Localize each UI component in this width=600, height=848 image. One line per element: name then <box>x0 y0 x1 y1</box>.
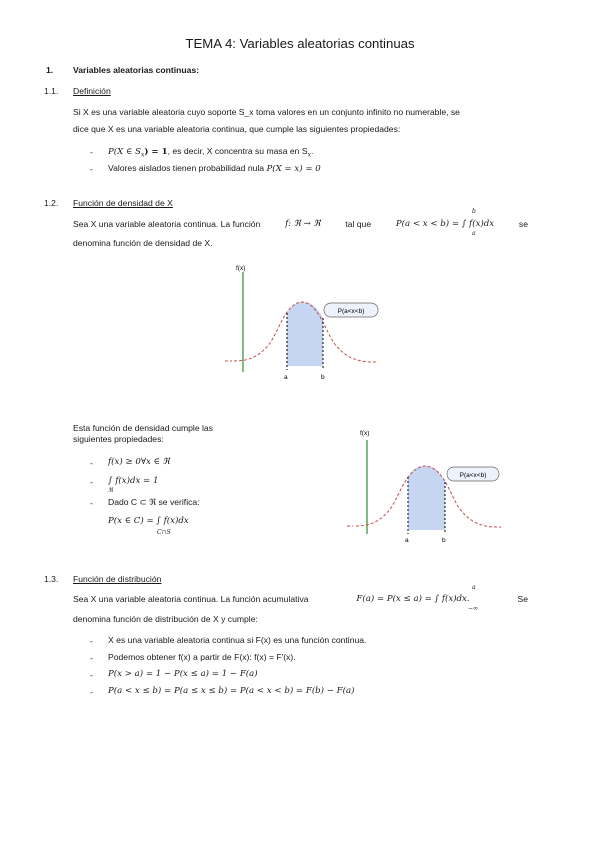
bullet-dash: - <box>90 653 93 663</box>
integral-lower-limit-r: ℜ <box>108 487 113 494</box>
density-figure-2 <box>343 426 503 546</box>
density-figure-1 <box>220 258 380 386</box>
section-1-3-title: Función de distribución <box>73 574 162 584</box>
definition-line-1: Si X es una variable aleatoria cuyo soporte S_x toma valores en un conjunto infinito no numerable, se <box>73 107 460 117</box>
density-definition-line-2: denomina función de densidad de X. <box>73 238 213 248</box>
label-a: a <box>405 537 409 544</box>
bullet-dash: - <box>90 670 93 680</box>
property-support-mass: P(X ∈ $S_x) = 1$, es decir, X concentra su masa en $S_x$. <box>108 146 314 159</box>
label-b: b <box>321 374 325 381</box>
bullet-dash: - <box>90 458 93 468</box>
bullet-dash: - <box>90 477 93 487</box>
properties-intro: Esta función de densidad cumple las siguientes propiedades: <box>73 423 213 444</box>
shaded-area <box>408 466 445 530</box>
definition-line-2: dice que X es una variable aleatoria continua, que cumple las siguientes propiedades: <box>73 124 401 134</box>
property-set-c: Dado C ⊂ ℜ se verifica: <box>108 497 200 507</box>
property-prob-c: P(x ∈ C) = ∫ f(x)dx <box>108 516 189 526</box>
definition-paragraph <box>73 104 535 138</box>
bullet-dash: - <box>90 498 93 508</box>
section-1-title: Variables aleatorias continuas: <box>73 65 200 75</box>
label-b: b <box>442 537 446 544</box>
y-axis-label: f(x) <box>236 265 246 272</box>
section-1-2-number: 1.2. <box>44 198 59 208</box>
section-1-2-title: Función de densidad de X <box>73 198 173 208</box>
label-a: a <box>284 374 288 381</box>
section-1-3-number: 1.3. <box>44 574 59 584</box>
integral-upper-limit: b <box>472 208 476 215</box>
property-integral-one: ∫ f(x)dx = 1 <box>108 476 159 486</box>
integral-lower-limit: −∞ <box>468 605 479 612</box>
section-1-number: 1. <box>46 65 54 75</box>
distribution-property-interval: P(a < x ≤ b) = P(a ≤ x ≤ b) = P(a < x < b) = F(b) − F(a) <box>108 686 355 696</box>
bullet-dash: - <box>90 147 93 157</box>
distribution-property-complement: P(x > a) = 1 − P(x ≤ a) = 1 − F(a) <box>108 669 258 679</box>
distribution-definition-line-1: Sea X una variable aleatoria continua. La función acumulativa F(a) = P(x ≤ a) = ∫ f(x)dx. Se <box>73 594 528 604</box>
page-title: TEMA 4: Variables aleatorias continuas <box>185 36 415 51</box>
distribution-definition-line-2: denomina función de distribución de X y cumple: <box>73 614 258 624</box>
distribution-property-continuous: X es una variable aleatoria continua si F(x) es una función continua. <box>108 635 367 645</box>
distribution-property-derivative: Podemos obtener f(x) a partir de F(x): f(x) = F'(x). <box>108 652 296 662</box>
bullet-dash: - <box>90 164 93 174</box>
shaded-area <box>287 302 323 366</box>
y-axis-label: f(x) <box>360 430 370 437</box>
callout-label: P(a<x<b) <box>459 472 487 479</box>
bullet-dash: - <box>90 636 93 646</box>
integral-upper-limit: a <box>472 584 476 591</box>
integral-lower-limit: a <box>472 230 476 237</box>
property-isolated-values: Valores aislados tienen probabilidad nula P(X = x) = 0 <box>108 163 321 174</box>
bullet-dash: - <box>90 687 93 697</box>
callout-label: P(a<x<b) <box>337 308 365 315</box>
section-1-1-number: 1.1. <box>44 86 59 96</box>
integral-lower-limit-c: C∩S <box>157 529 171 536</box>
property-nonnegative: f(x) ≥ 0∀x ∈ ℜ <box>108 457 170 467</box>
section-1-1-title: Definición <box>73 86 111 96</box>
density-definition-line-1: Sea X una variable aleatoria continua. La función f: ℜ → ℜ tal que P(a < x < b) = ∫ f(x)dx se <box>73 219 528 229</box>
